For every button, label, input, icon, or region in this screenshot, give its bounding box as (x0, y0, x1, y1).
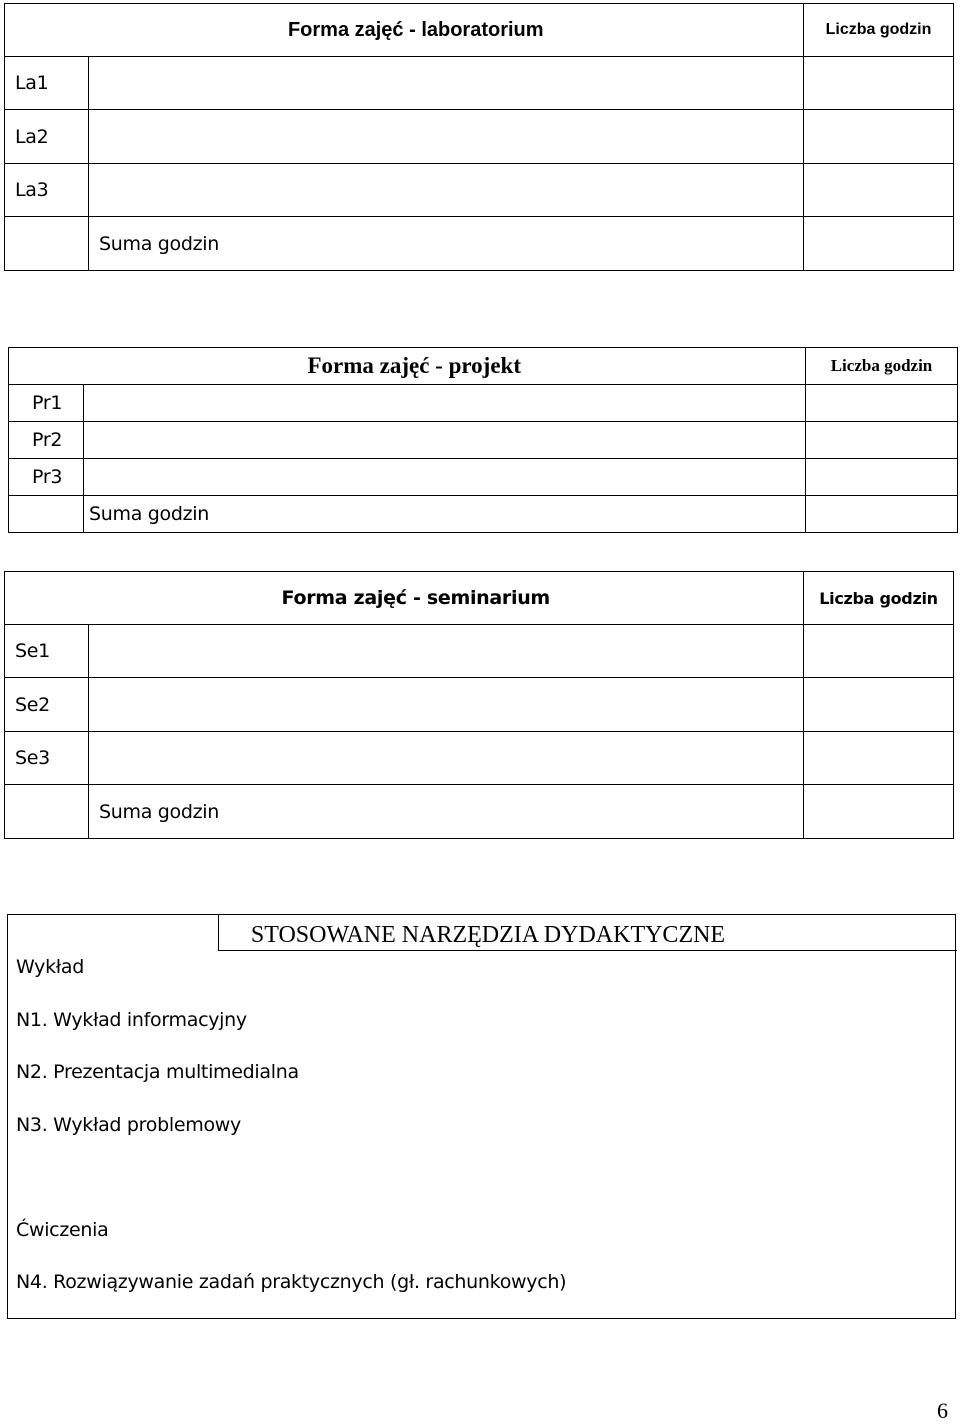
lab-sum-blank (5, 217, 89, 271)
pr-row-desc (84, 459, 806, 496)
exercises-label: Ćwiczenia (16, 1219, 109, 1241)
pr-sum-label: Suma godzin (84, 496, 806, 533)
lab-row-code: La1 (5, 57, 89, 110)
lab-sum-hours (804, 217, 954, 271)
projekt-table (8, 347, 958, 533)
lab-header-title: Forma zajęć - laboratorium (89, 4, 804, 57)
lab-row-desc (89, 164, 804, 217)
teaching-tools-title: STOSOWANE NARZĘDZIA DYDAKTYCZNE (250, 922, 726, 948)
pr-row-code: Pr1 (9, 385, 84, 422)
pr-sum-blank (9, 496, 84, 533)
pr-row-desc (84, 422, 806, 459)
lab-row-hours (804, 57, 954, 110)
page-number: 6 (937, 1398, 948, 1423)
lab-sum-label: Suma godzin (89, 217, 804, 271)
se-row-desc (89, 625, 804, 678)
pr-row-desc (84, 385, 806, 422)
pr-row-hours (806, 385, 958, 422)
se-hours-header: Liczba godzin (804, 572, 954, 625)
lab-hours-header: Liczba godzin (804, 4, 954, 57)
se-sum-hours (804, 785, 954, 839)
se-row-code: Se2 (5, 678, 89, 732)
se-row-hours (804, 625, 954, 678)
lab-row-hours (804, 164, 954, 217)
pr-sum-hours (806, 496, 958, 533)
lecture-label: Wykład (16, 956, 85, 978)
pr-row-code: Pr2 (9, 422, 84, 459)
lab-row-hours (804, 110, 954, 164)
pr-header-title: Forma zajęć - projekt (84, 348, 806, 385)
pr-row-hours (806, 422, 958, 459)
lecture-item: N1. Wykład informacyjny (16, 1009, 247, 1031)
lab-row-code: La3 (5, 164, 89, 217)
se-header-title: Forma zajęć - seminarium (89, 572, 804, 625)
pr-hours-header: Liczba godzin (806, 348, 958, 385)
pr-row-hours (806, 459, 958, 496)
laboratorium-table (4, 3, 954, 271)
lab-header-blank (5, 4, 89, 57)
lecture-item: N3. Wykład problemowy (16, 1114, 241, 1136)
se-row-code: Se3 (5, 732, 89, 785)
pr-header-blank (9, 348, 84, 385)
se-row-desc (89, 678, 804, 732)
se-sum-label: Suma godzin (89, 785, 804, 839)
lecture-item: N2. Prezentacja multimedialna (16, 1061, 299, 1083)
pr-row-code: Pr3 (9, 459, 84, 496)
exercise-item: N4. Rozwiązywanie zadań praktycznych (gł. rachunkowych) (16, 1271, 567, 1293)
se-sum-blank (5, 785, 89, 839)
se-row-hours (804, 678, 954, 732)
teaching-tools-box (7, 914, 956, 1319)
se-row-hours (804, 732, 954, 785)
se-row-code: Se1 (5, 625, 89, 678)
se-header-blank (5, 572, 89, 625)
lab-row-code: La2 (5, 110, 89, 164)
lab-row-desc (89, 57, 804, 110)
seminarium-table (4, 571, 954, 839)
se-row-desc (89, 732, 804, 785)
lab-row-desc (89, 110, 804, 164)
